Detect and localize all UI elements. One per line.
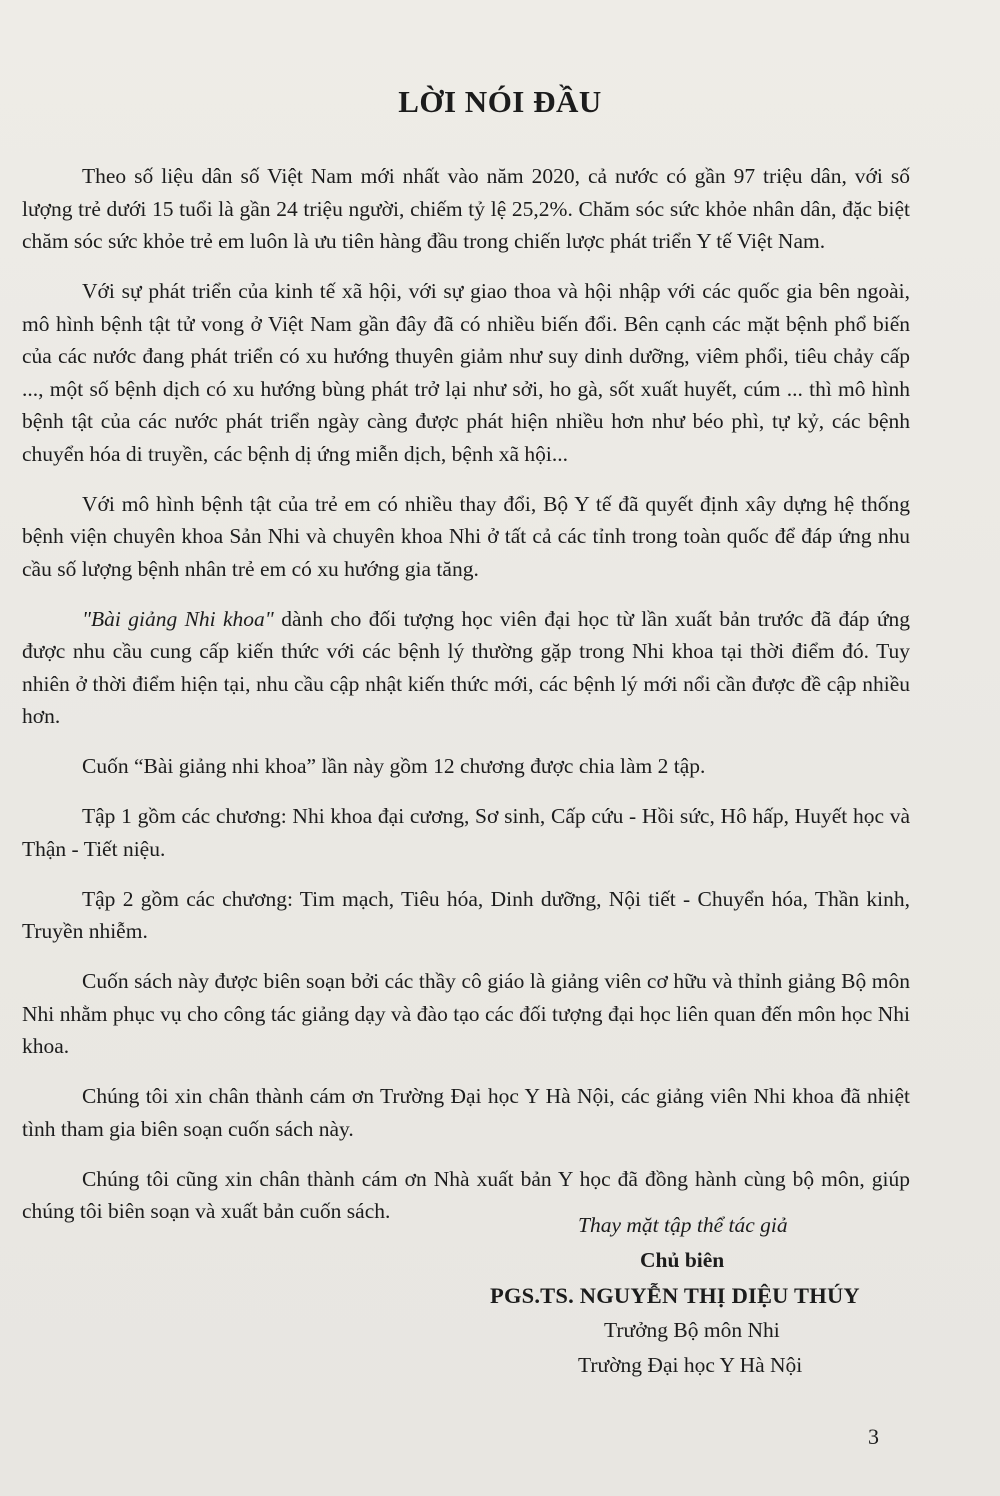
paragraph-10: Chúng tôi cũng xin chân thành cám ơn Nhà xuất bản Y học đã đồng hành cùng bộ môn, giúp chúng tôi biên soạn và xuất bản cuốn sách. bbox=[22, 1166, 910, 1223]
paragraph-4 bbox=[22, 603, 910, 733]
paragraph-3: Với mô hình bệnh tật của trẻ em có nhiều thay đổi, Bộ Y tế đã quyết định xây dựng hệ thống bệnh viện chuyên khoa Sản Nhi và chuyên khoa Nhi ở tất cả các tỉnh trong toàn quốc để đáp ứng nhu cầu số lượng bệnh nhân trẻ em có xu hướng gia tăng. bbox=[22, 491, 910, 581]
signature-position: Trưởng Bộ môn Nhi bbox=[604, 1318, 780, 1342]
paragraph-4-text: dành cho đối tượng học viên đại học từ lần xuất bản trước đã đáp ứng được nhu cầu cung cấp kiến thức với các bệnh lý thường gặp trong Nhi khoa tại thời điểm đó. Tuy nhiên ở thời điểm hiện tại, nhu cầu cập nhật kiến thức mới, các bệnh lý mới nổi cần được đề cập nhiều hơn. bbox=[22, 606, 911, 728]
paragraph-6: Tập 1 gồm các chương: Nhi khoa đại cương, Sơ sinh, Cấp cứu - Hồi sức, Hô hấp, Huyết học và Thận - Tiết niệu. bbox=[22, 804, 910, 861]
paragraph-8: Cuốn sách này được biên soạn bởi các thầy cô giáo là giảng viên cơ hữu và thỉnh giảng Bộ môn Nhi nhằm phục vụ cho công tác giảng dạy và đào tạo các đối tượng đại học liên quan đến môn học Nhi khoa. bbox=[22, 969, 910, 1058]
signature-name: PGS.TS. NGUYỄN THỊ DIỆU THÚY bbox=[490, 1283, 860, 1308]
page-number: 3 bbox=[868, 1424, 879, 1449]
paragraph-9: Chúng tôi xin chân thành cám ơn Trường Đại học Y Hà Nội, các giảng viên Nhi khoa đã nhiệt tình tham gia biên soạn cuốn sách này. bbox=[22, 1084, 910, 1141]
signature-block bbox=[480, 1208, 960, 1383]
signature-role: Chủ biên bbox=[640, 1248, 725, 1272]
book-title-italic: "Bài giảng Nhi khoa" bbox=[82, 606, 274, 631]
signature-institution: Trường Đại học Y Hà Nội bbox=[578, 1353, 803, 1377]
paragraph-5: Cuốn “Bài giảng nhi khoa” lần này gồm 12 chương được chia làm 2 tập. bbox=[82, 754, 706, 778]
paragraph-7: Tập 2 gồm các chương: Tim mạch, Tiêu hóa, Dinh dưỡng, Nội tiết - Chuyển hóa, Thần kinh, Truyền nhiễm. bbox=[22, 886, 910, 943]
paragraph-2: Với sự phát triển của kinh tế xã hội, với sự giao thoa và hội nhập với các quốc gia bên ngoài, mô hình bệnh tật tử vong ở Việt Nam gần đây đã có nhiều biến đổi. Bên cạnh các mặt bệnh phổ biến của các nước đang phát triển có xu hướng thuyên giảm như suy dinh dưỡng, viêm phổi, tiêu chảy cấp ..., một số bệnh dịch có xu hướng bùng phát trở lại như sởi, ho gà, sốt xuất huyết, cúm ... thì mô hình bệnh tật của các nước phát triển ngày càng được phát hiện nhiều hơn như béo phì, tự kỷ, các bệnh chuyển hóa di truyền, các bệnh dị ứng miễn dịch, bệnh xã hội... bbox=[22, 279, 910, 466]
preface-body bbox=[22, 160, 910, 1245]
page-title: LỜI NÓI ĐẦU bbox=[398, 84, 602, 119]
paragraph-1: Theo số liệu dân số Việt Nam mới nhất vào năm 2020, cả nước có gần 97 triệu dân, với số lượng trẻ dưới 15 tuổi là gần 24 triệu người, chiếm tỷ lệ 25,2%. Chăm sóc sức khỏe nhân dân, đặc biệt chăm sóc sức khỏe trẻ em luôn là ưu tiên hàng đầu trong chiến lược phát triển Y tế Việt Nam. bbox=[22, 164, 910, 253]
signature-on-behalf: Thay mặt tập thể tác giả bbox=[578, 1213, 788, 1237]
